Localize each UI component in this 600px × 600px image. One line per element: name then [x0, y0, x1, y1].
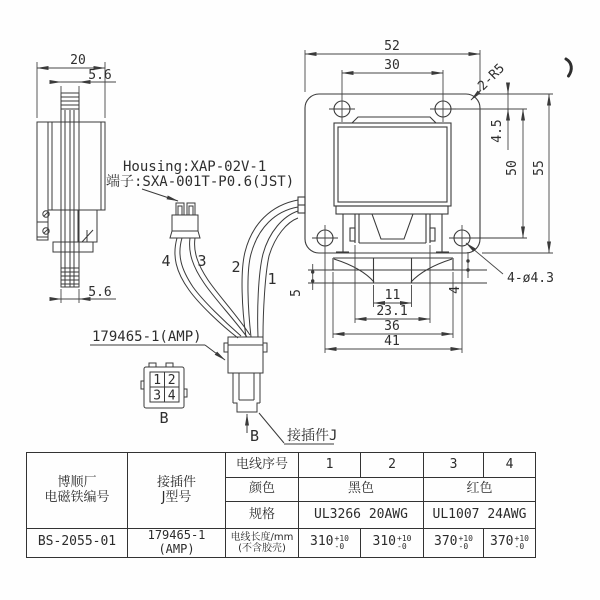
color-red-cell: 红色 [424, 478, 536, 502]
pin-face-label: B [159, 409, 169, 427]
connector-header-cell: 接插件 J型号 [128, 453, 226, 529]
length-1-cell: 310 +10 -0 [299, 529, 361, 558]
mounting-plate [305, 94, 480, 253]
wire-no-1: 1 [299, 453, 361, 478]
pin-4: 4 [167, 388, 176, 404]
side-view-dimensions [37, 62, 116, 303]
dim-23-1: 23.1 [376, 304, 408, 319]
dim-5: 5 [289, 289, 304, 297]
dim-50: 50 [505, 160, 520, 176]
wire-no-3: 3 [424, 453, 484, 478]
connector-j-label: 接插件J [287, 428, 338, 444]
wire-label-2: 2 [231, 258, 241, 276]
dim-30: 30 [384, 58, 400, 73]
dim-4: 4 [448, 286, 463, 294]
length-4-cell: 370 +10 -0 [484, 529, 536, 558]
dim-52: 52 [384, 39, 400, 54]
pin-1: 1 [153, 373, 162, 388]
jst-connector [170, 203, 200, 238]
coil-body-side [48, 122, 105, 210]
side-view [37, 93, 105, 287]
pin-3: 3 [153, 388, 162, 404]
row-label-wire-no: 电线序号 [226, 453, 299, 478]
dim-36: 36 [384, 319, 400, 334]
pin-2: 2 [167, 373, 176, 388]
factory-header-cell: 博顺厂 电磁铁编号 [27, 453, 128, 529]
direction-label: B [250, 427, 260, 445]
plunger-front [372, 214, 413, 239]
connector-model-cell: 179465-1 (AMP) [128, 529, 226, 558]
row-label-color: 颜色 [226, 478, 299, 502]
dim-20: 20 [70, 53, 86, 68]
row-label-length: 电线长度/mm (不含胶壳) [226, 529, 299, 558]
wire-no-2: 2 [361, 453, 424, 478]
spec-red-cell: UL1007 24AWG [424, 502, 536, 529]
label-hole-callout: 4-ø4.3 [507, 271, 554, 286]
mounting-hole [449, 230, 527, 246]
housing-label: Housing:XAP-02V-1 [123, 159, 267, 175]
dim-5-6-top: 5.6 [88, 68, 112, 83]
dim-41: 41 [384, 334, 400, 349]
terminal-label: 端子:SXA-001T-P0.6(JST) [106, 174, 295, 190]
row-label-spec: 规格 [226, 502, 299, 529]
amp-connector [224, 337, 267, 412]
coil-front [334, 123, 451, 206]
wire-label-1: 1 [267, 270, 277, 288]
length-2-cell: 310 +10 -0 [361, 529, 424, 558]
wire-no-4: 4 [484, 453, 536, 478]
spec-table [26, 452, 536, 558]
wire-label-4: 4 [161, 252, 171, 270]
stray-mark [566, 59, 571, 76]
wire-label-3: 3 [197, 252, 207, 270]
amp-part-label: 179465-1(AMP) [92, 329, 202, 345]
wire-2 [242, 200, 298, 337]
wire-1 [258, 211, 298, 337]
dim-5-6-bottom: 5.6 [88, 285, 112, 300]
model-cell: BS-2055-01 [27, 529, 128, 558]
pin-face-view [141, 363, 187, 408]
wire-harness [90, 189, 334, 444]
spec-black-cell: UL3266 20AWG [299, 502, 424, 529]
dim-4-5: 4.5 [490, 119, 505, 143]
color-black-cell: 黑色 [299, 478, 424, 502]
label-2-r5: 2-R5 [475, 61, 508, 94]
length-3-cell: 370 +10 -0 [424, 529, 484, 558]
dim-55: 55 [532, 160, 547, 176]
dim-11: 11 [384, 288, 401, 303]
